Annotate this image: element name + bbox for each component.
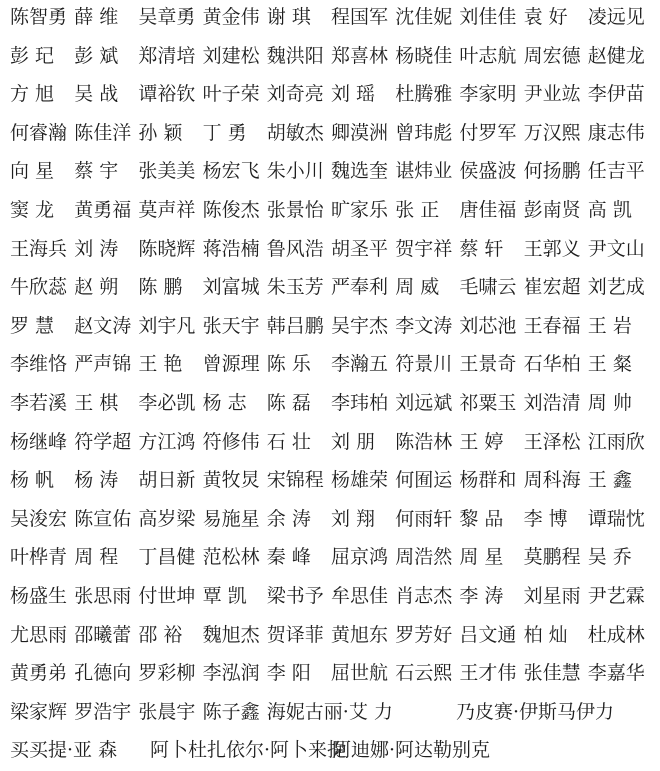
- name-row: [10, 390, 660, 416]
- student-name: 周 星: [459, 546, 504, 569]
- student-name: 周 威: [395, 276, 440, 299]
- student-name: 王 婷: [459, 430, 504, 453]
- student-name: 魏旭杰: [202, 623, 260, 646]
- student-name: 彭南贤: [523, 199, 581, 221]
- student-name: 叶志航: [459, 44, 517, 67]
- student-name: 张天宇: [202, 314, 260, 337]
- student-name: 方 旭: [10, 83, 55, 106]
- student-name: 屈世航: [331, 662, 389, 685]
- student-name: 张美美: [138, 160, 196, 183]
- student-name: 蒋浩楠: [202, 237, 260, 260]
- student-name: 何扬鹏: [523, 160, 581, 183]
- student-name: 张景怡: [266, 199, 324, 221]
- student-name: 付世坤: [138, 585, 196, 607]
- student-name: 刘浩清: [523, 392, 581, 414]
- student-name: 陈浩林: [395, 430, 453, 453]
- student-name: 范松林: [202, 546, 260, 569]
- student-name: 屈京鸿: [331, 546, 389, 569]
- student-name: 胡圣平: [331, 237, 389, 260]
- student-name: 梁书予: [266, 585, 324, 607]
- student-name: 唐佳福: [459, 199, 517, 221]
- student-name: 杜腾雅: [395, 83, 453, 106]
- student-name: 吴宇杰: [331, 314, 389, 337]
- student-name: 杨群和: [459, 469, 517, 492]
- student-name: 尹文山: [587, 237, 645, 260]
- student-name: 李 涛: [459, 585, 504, 607]
- student-name: 胡敏杰: [266, 121, 324, 144]
- student-name: 程国军: [331, 6, 389, 28]
- student-name: 谭瑞忱: [587, 507, 645, 530]
- student-name: 牟思佳: [331, 585, 389, 607]
- student-name: 王春福: [523, 314, 581, 337]
- student-name: 邵曦蕾: [74, 623, 132, 646]
- student-name: 陈俊杰: [202, 199, 260, 221]
- student-name: 杨宏飞: [202, 160, 260, 183]
- student-name: 刘 翔: [331, 507, 376, 530]
- student-name: 杨盛生: [10, 585, 68, 607]
- student-name: 李维恪: [10, 353, 68, 376]
- student-name: 任吉平: [587, 160, 645, 183]
- name-row: [10, 4, 660, 30]
- student-name: 高 凯: [587, 199, 632, 221]
- student-name: 刘宇凡: [138, 314, 196, 337]
- student-name: 王 艳: [138, 353, 183, 376]
- student-name: 谌炜业: [395, 160, 453, 183]
- student-name: 刘 朋: [331, 430, 376, 453]
- name-row: [10, 351, 660, 377]
- student-name: 秦 峰: [266, 546, 311, 569]
- name-row: [10, 43, 660, 69]
- name-row: [10, 158, 660, 184]
- student-name: 王 岩: [587, 314, 632, 337]
- student-name: 尹业竑: [523, 83, 581, 106]
- name-row: [10, 544, 660, 570]
- student-name: 李 阳: [266, 662, 311, 685]
- student-name: 严奉利: [331, 276, 389, 299]
- student-name: 李若溪: [10, 392, 68, 414]
- student-name: 王 棋: [74, 392, 119, 414]
- student-name: 毛啸云: [459, 276, 517, 299]
- student-name: 陈智勇: [10, 6, 68, 28]
- student-name: 卿漠洲: [331, 121, 389, 144]
- name-row: [10, 197, 660, 223]
- student-name: 赵健龙: [587, 44, 645, 67]
- student-name: 丁昌健: [138, 546, 196, 569]
- student-name: 黄勇弟: [10, 662, 68, 685]
- name-row: [10, 583, 660, 609]
- student-name: 康志伟: [587, 121, 645, 144]
- student-name: 杨 涛: [74, 469, 119, 492]
- student-name: 黄牧炅: [202, 469, 260, 492]
- student-name: 符景川: [395, 353, 453, 376]
- student-name: 崔宏超: [523, 276, 581, 299]
- student-name: 罗彩柳: [138, 662, 196, 685]
- student-name: 彭 玘: [10, 44, 55, 67]
- student-name: 王 鑫: [587, 469, 632, 492]
- student-name: 王郭义: [523, 237, 581, 260]
- student-name: 黄旭东: [331, 623, 389, 646]
- student-name: 朱小川: [266, 160, 324, 183]
- student-name: 向 星: [10, 160, 55, 183]
- student-name: 覃 凯: [202, 585, 247, 607]
- student-name: 魏选奎: [331, 160, 389, 183]
- name-row: [10, 737, 660, 763]
- student-name: 张晨宇: [138, 700, 196, 723]
- student-name: 刘远斌: [395, 392, 453, 414]
- student-name: 杜成林: [587, 623, 645, 646]
- student-name: 张 正: [395, 199, 440, 221]
- student-name: 周科海: [523, 469, 581, 492]
- name-row: [10, 506, 660, 532]
- student-name: 宋锦程: [266, 469, 324, 492]
- student-name: 肖志杰: [395, 585, 453, 607]
- student-name: 何睿瀚: [10, 121, 68, 144]
- student-name: 陈佳洋: [74, 121, 132, 144]
- student-name: 罗芳好: [395, 623, 453, 646]
- student-name: 沈佳妮: [395, 6, 453, 28]
- student-name: 祁粟玉: [459, 392, 517, 414]
- student-name: 赵 朔: [74, 276, 119, 299]
- student-name: 叶子荣: [202, 83, 260, 106]
- student-name: 袁 好: [523, 6, 568, 28]
- student-name: 韩吕鹏: [266, 314, 324, 337]
- student-name: 符学超: [74, 430, 132, 453]
- student-name: 陈 磊: [266, 392, 311, 414]
- student-name: 严声锦: [74, 353, 132, 376]
- student-name: 李文涛: [395, 314, 453, 337]
- student-name: 刘艺成: [587, 276, 645, 299]
- student-name: 刘芯池: [459, 314, 517, 337]
- student-name: 吴章勇: [138, 6, 196, 28]
- student-name: 万汉熙: [523, 121, 581, 144]
- student-name: 陈 乐: [266, 353, 311, 376]
- student-name: 易施星: [202, 507, 260, 530]
- student-name: 陈子鑫: [202, 700, 260, 723]
- student-name: 曾玮彪: [395, 121, 453, 144]
- student-name: 买买提·亚 森: [10, 739, 118, 762]
- student-name: 刘奇亮: [266, 83, 324, 106]
- student-name: 魏洪阳: [266, 44, 324, 67]
- student-name: 孙 颖: [138, 121, 183, 144]
- student-name: 陈 鹏: [138, 276, 183, 299]
- student-name: 王才伟: [459, 662, 517, 685]
- student-name: 曾源理: [202, 353, 260, 376]
- student-name: 杨继峰: [10, 430, 68, 453]
- student-name: 张佳慧: [523, 662, 581, 685]
- student-name: 刘建松: [202, 44, 260, 67]
- student-name: 王 粲: [587, 353, 632, 376]
- student-name: 李家明: [459, 83, 517, 106]
- name-row: [10, 313, 660, 339]
- student-name: 鲁风浩: [266, 237, 324, 260]
- student-name: 符修伟: [202, 430, 260, 453]
- student-name: 吴 乔: [587, 546, 632, 569]
- name-row: [10, 467, 660, 493]
- student-name: 刘佳佳: [459, 6, 517, 28]
- student-name: 李嘉华: [587, 662, 645, 685]
- student-name: 彭 斌: [74, 44, 119, 67]
- student-name: 方江鸿: [138, 430, 196, 453]
- student-name: 刘星雨: [523, 585, 581, 607]
- student-name: 侯盛波: [459, 160, 517, 183]
- student-name: 乃皮赛·伊斯马伊力: [456, 700, 615, 723]
- student-name: 何雨轩: [395, 507, 453, 530]
- student-name: 李玮柏: [331, 392, 389, 414]
- student-name: 刘富城: [202, 276, 260, 299]
- student-name: 杨 帆: [10, 469, 55, 492]
- student-name: 王泽松: [523, 430, 581, 453]
- student-name: 杨晓佳: [395, 44, 453, 67]
- student-name: 邵 裕: [138, 623, 183, 646]
- student-name: 石云熙: [395, 662, 453, 685]
- student-name: 谭裕钦: [138, 83, 196, 106]
- student-name: 黎 品: [459, 507, 504, 530]
- student-name: 李伊苗: [587, 83, 645, 106]
- name-row: [10, 622, 660, 648]
- student-name: 陈晓辉: [138, 237, 196, 260]
- student-name: 刘 涛: [74, 237, 119, 260]
- student-name: 窦 龙: [10, 199, 55, 221]
- student-name: 牛欣蕊: [10, 276, 68, 299]
- student-name: 尹艺霖: [587, 585, 645, 607]
- student-name: 陈宣佑: [74, 507, 132, 530]
- student-name: 凌远见: [587, 6, 645, 28]
- name-row: [10, 236, 660, 262]
- student-name: 贺宇祥: [395, 237, 453, 260]
- student-name: 郑喜林: [331, 44, 389, 67]
- student-name: 莫声祥: [138, 199, 196, 221]
- student-name: 尤思雨: [10, 623, 68, 646]
- student-name: 朱玉芳: [266, 276, 324, 299]
- name-row: [10, 81, 660, 107]
- student-name: 周 帅: [587, 392, 632, 414]
- student-name: 李必凯: [138, 392, 196, 414]
- student-name: 蔡 轩: [459, 237, 504, 260]
- student-name: 谢 琪: [266, 6, 311, 28]
- student-name: 莫鹏程: [523, 546, 581, 569]
- student-name: 吴浚宏: [10, 507, 68, 530]
- student-name: 柏 灿: [523, 623, 568, 646]
- student-name: 周宏德: [523, 44, 581, 67]
- student-name: 阿迪娜·阿达勒别克: [332, 739, 491, 762]
- student-name: 张思雨: [74, 585, 132, 607]
- student-name: 叶桦青: [10, 546, 68, 569]
- student-name: 周浩然: [395, 546, 453, 569]
- student-name: 何囿运: [395, 469, 453, 492]
- name-row: [10, 660, 660, 686]
- student-name: 刘 瑶: [331, 83, 376, 106]
- student-name: 江雨欣: [587, 430, 645, 453]
- student-name: 黄勇福: [74, 199, 132, 221]
- student-name: 贺译菲: [266, 623, 324, 646]
- student-name: 罗 慧: [10, 314, 55, 337]
- name-row: [10, 274, 660, 300]
- student-name: 罗浩宇: [74, 700, 132, 723]
- student-name: 梁家辉: [10, 700, 68, 723]
- name-row: [10, 120, 660, 146]
- student-name: 李瀚五: [331, 353, 389, 376]
- name-row: [10, 699, 660, 725]
- student-name: 高岁梁: [138, 507, 196, 530]
- student-name: 杨雄荣: [331, 469, 389, 492]
- student-name: 吴 战: [74, 83, 119, 106]
- student-name: 丁 勇: [202, 121, 247, 144]
- student-name: 周 程: [74, 546, 119, 569]
- name-row: [10, 429, 660, 455]
- student-name: 吕文通: [459, 623, 517, 646]
- student-name: 王海兵: [10, 237, 68, 260]
- student-name: 李 博: [523, 507, 568, 530]
- student-name: 黄金伟: [202, 6, 260, 28]
- student-name: 旷家乐: [331, 199, 389, 221]
- student-name: 胡日新: [138, 469, 196, 492]
- student-name: 阿卜杜扎依尔·阿卜来提: [150, 739, 347, 762]
- student-name: 郑清培: [138, 44, 196, 67]
- student-name: 蔡 宇: [74, 160, 119, 183]
- student-name: 薛 维: [74, 6, 119, 28]
- student-name: 王景奇: [459, 353, 517, 376]
- student-name: 杨 志: [202, 392, 247, 414]
- student-name: 赵文涛: [74, 314, 132, 337]
- student-name: 孔德向: [74, 662, 132, 685]
- student-name: 付罗军: [459, 121, 517, 144]
- student-name: 石 壮: [266, 430, 311, 453]
- student-name: 石华柏: [523, 353, 581, 376]
- student-name: 海妮古丽·艾 力: [266, 700, 393, 723]
- student-name: 李泓润: [202, 662, 260, 685]
- student-name: 余 涛: [266, 507, 311, 530]
